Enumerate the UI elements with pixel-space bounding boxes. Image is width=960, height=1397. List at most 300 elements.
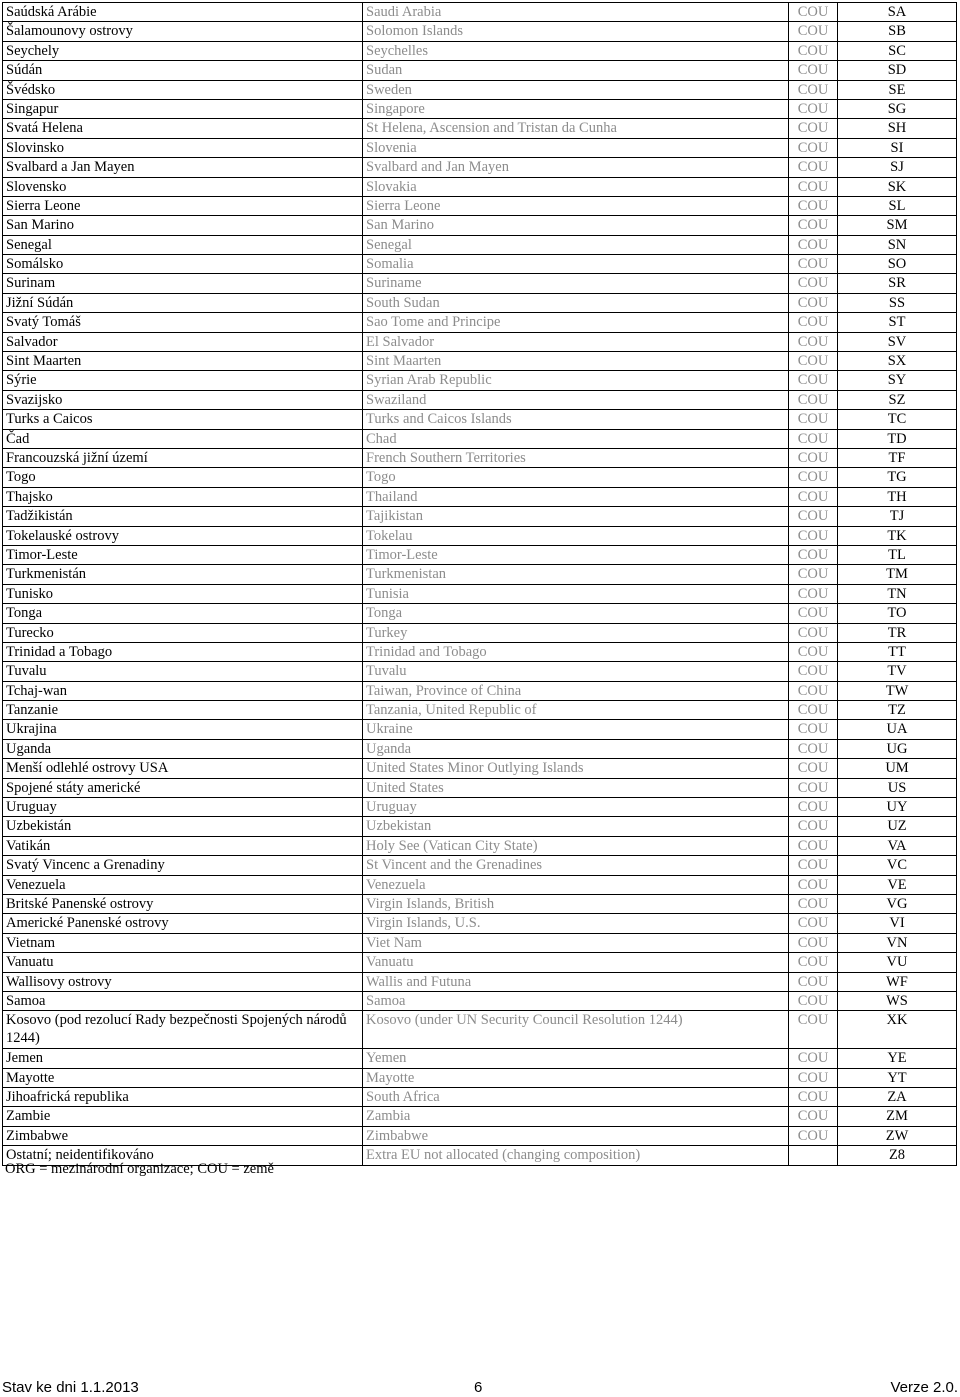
country-code: SM [886, 217, 908, 234]
country-code-cell [838, 119, 957, 138]
country-type-cell [789, 681, 838, 700]
country-code-cell [838, 875, 957, 894]
table-row [3, 720, 957, 739]
country-name-en: Wallis and Futuna [366, 973, 472, 990]
country-name-en: Sweden [366, 81, 412, 98]
table-row [3, 875, 957, 894]
country-code: TR [887, 624, 907, 641]
country-code: YE [887, 1050, 907, 1067]
country-code-cell [838, 274, 957, 293]
country-name-cz: Súdán [6, 62, 43, 79]
country-name-cz-cell [3, 216, 363, 235]
country-name-cz-cell [3, 1088, 363, 1107]
country-name-cz: Sýrie [6, 372, 37, 389]
country-type-cell [789, 3, 838, 22]
country-code: WS [886, 992, 908, 1009]
country-name-cz: Slovinsko [6, 139, 65, 156]
country-name-en: Venezuela [366, 876, 426, 893]
country-name-cz: Svatá Helena [6, 120, 83, 137]
country-name-cz-cell [3, 972, 363, 991]
country-name-en-cell [363, 759, 789, 778]
country-name-en-cell [363, 584, 789, 603]
country-type-cell [789, 255, 838, 274]
country-type: COU [797, 837, 829, 854]
country-name-en-cell [363, 817, 789, 836]
country-type-cell [789, 817, 838, 836]
country-type-cell [789, 216, 838, 235]
country-name-en-cell [363, 953, 789, 972]
country-name-en-cell [363, 1088, 789, 1107]
country-code-cell [838, 507, 957, 526]
country-code-cell [838, 565, 957, 584]
country-name-en: Swaziland [366, 391, 427, 408]
country-name-cz: Tokelauské ostrovy [6, 527, 119, 544]
country-type: COU [797, 760, 829, 777]
country-type: COU [797, 740, 829, 757]
country-code: VU [886, 954, 908, 971]
country-code: YT [887, 1069, 907, 1086]
country-name-cz-cell [3, 1049, 363, 1068]
country-code-cell [838, 642, 957, 661]
table-row [3, 410, 957, 429]
country-code-cell [838, 584, 957, 603]
country-type-cell [789, 410, 838, 429]
country-type-cell [789, 545, 838, 564]
table-row [3, 914, 957, 933]
table-row [3, 856, 957, 875]
country-name-cz-cell [3, 119, 363, 138]
country-name-cz: Kosovo (pod rezolucí Rady bezpečnosti Spojených národů 1244) [6, 1012, 347, 1047]
country-name-en-cell [363, 991, 789, 1010]
country-name-cz-cell [3, 1011, 363, 1049]
country-code: ZM [886, 1108, 908, 1125]
country-name-en: Slovakia [366, 178, 417, 195]
table-row [3, 255, 957, 274]
country-code-cell [838, 293, 957, 312]
country-name-en: Singapore [366, 100, 425, 117]
country-name-en-cell [363, 701, 789, 720]
table-row [3, 390, 957, 409]
country-code: SI [890, 139, 904, 156]
country-type: COU [797, 372, 829, 389]
country-name-en: Virgin Islands, British [366, 895, 495, 912]
country-type: COU [797, 23, 829, 40]
country-name-en-cell [363, 158, 789, 177]
country-code-cell [838, 778, 957, 797]
country-type: COU [797, 314, 829, 331]
table-row [3, 448, 957, 467]
country-code-cell [838, 662, 957, 681]
country-name-cz: Turecko [6, 624, 54, 641]
country-name-cz-cell [3, 623, 363, 642]
country-code-cell [838, 429, 957, 448]
country-name-en: Tokelau [366, 527, 413, 544]
country-name-cz: Spojené státy americké [6, 779, 141, 796]
table-row [3, 196, 957, 215]
table-row [3, 894, 957, 913]
country-name-cz-cell [3, 158, 363, 177]
country-name-en-cell [363, 22, 789, 41]
country-type-cell [789, 293, 838, 312]
country-type: COU [797, 605, 829, 622]
country-type: COU [797, 449, 829, 466]
country-name-cz: Surinam [6, 275, 56, 292]
country-name-en-cell [363, 468, 789, 487]
country-name-cz: Slovensko [6, 178, 67, 195]
country-name-cz: Tanzanie [6, 702, 59, 719]
country-name-en: Kosovo (under UN Security Council Resolution 1244) [366, 1012, 683, 1029]
country-name-cz: Tonga [6, 605, 43, 622]
country-code: ST [888, 314, 906, 331]
country-name-cz: Wallisovy ostrovy [6, 973, 112, 990]
country-type: COU [797, 1089, 829, 1106]
country-name-cz-cell [3, 662, 363, 681]
country-code: SK [887, 178, 907, 195]
country-name-en: Slovenia [366, 139, 417, 156]
country-code: TZ [888, 702, 906, 719]
country-name-cz-cell [3, 875, 363, 894]
country-code-table [2, 2, 957, 1166]
table-row [3, 41, 957, 60]
country-type-cell [789, 352, 838, 371]
country-name-en: Sint Maarten [366, 353, 442, 370]
country-type: COU [797, 721, 829, 738]
table-row [3, 545, 957, 564]
country-type: COU [797, 159, 829, 176]
table-row [3, 565, 957, 584]
country-name-cz: Svazijsko [6, 391, 63, 408]
country-name-cz-cell [3, 817, 363, 836]
country-name-en-cell [363, 119, 789, 138]
country-type: COU [797, 197, 829, 214]
country-type: COU [797, 4, 829, 20]
country-code: SR [888, 275, 906, 292]
country-code-cell [838, 1011, 957, 1049]
country-name-en-cell [363, 313, 789, 332]
country-code: SB [888, 23, 906, 40]
country-name-en: Uzbekistan [366, 818, 432, 835]
country-type: COU [797, 139, 829, 156]
country-name-en-cell [363, 1068, 789, 1087]
country-name-cz: Timor-Leste [6, 546, 78, 563]
country-type-cell [789, 584, 838, 603]
page-footer [0, 1378, 960, 1397]
table-row [3, 953, 957, 972]
country-name-en: Senegal [366, 236, 412, 253]
country-name-en: South Sudan [366, 294, 440, 311]
country-name-cz: Uruguay [6, 799, 57, 816]
table-row [3, 604, 957, 623]
country-name-cz: Jemen [6, 1050, 44, 1067]
table-row [3, 526, 957, 545]
table-row [3, 274, 957, 293]
country-code-cell [838, 1126, 957, 1145]
country-type: COU [797, 895, 829, 912]
table-row [3, 429, 957, 448]
country-name-cz: Saúdská Arábie [6, 4, 97, 20]
country-name-cz-cell [3, 720, 363, 739]
country-code-cell [838, 235, 957, 254]
country-name-cz-cell [3, 933, 363, 952]
country-code: SJ [890, 159, 904, 176]
country-type: COU [797, 42, 829, 59]
country-code: TD [887, 430, 907, 447]
country-name-cz-cell [3, 293, 363, 312]
footer-version: Verze 2.0. [890, 1379, 958, 1396]
country-type: COU [797, 488, 829, 505]
country-code: SA [887, 4, 907, 20]
country-name-en: Trinidad and Tobago [366, 643, 487, 660]
country-code-cell [838, 972, 957, 991]
country-name-cz-cell [3, 526, 363, 545]
country-name-cz-cell [3, 798, 363, 817]
table-row [3, 22, 957, 41]
country-type: COU [797, 391, 829, 408]
country-type-cell [789, 759, 838, 778]
country-type-cell [789, 720, 838, 739]
country-name-cz: Salvador [6, 333, 58, 350]
country-code: TG [887, 469, 907, 486]
country-name-cz-cell [3, 778, 363, 797]
country-name-en-cell [363, 972, 789, 991]
country-name-cz-cell [3, 313, 363, 332]
country-name-cz: Svatý Tomáš [6, 314, 81, 331]
country-name-cz: Čad [6, 430, 30, 447]
country-name-en-cell [363, 255, 789, 274]
footer-page-number: 6 [474, 1379, 483, 1396]
country-name-cz-cell [3, 759, 363, 778]
country-name-cz: Singapur [6, 100, 59, 117]
country-code: UA [886, 721, 908, 738]
country-code: SH [887, 120, 907, 137]
footer-date: Stav ke dni 1.1.2013 [2, 1379, 139, 1396]
country-name-en: Taiwan, Province of China [366, 682, 522, 699]
country-type-cell [789, 972, 838, 991]
country-name-cz-cell [3, 332, 363, 351]
country-type-cell [789, 235, 838, 254]
country-name-en: Seychelles [366, 42, 429, 59]
country-code-cell [838, 1107, 957, 1126]
country-code-cell [838, 914, 957, 933]
country-name-cz-cell [3, 507, 363, 526]
country-table-body [3, 3, 957, 1166]
country-code-cell [838, 390, 957, 409]
country-name-cz-cell [3, 681, 363, 700]
country-type-cell [789, 604, 838, 623]
table-row [3, 507, 957, 526]
country-type: COU [797, 992, 829, 1009]
country-name-en: French Southern Territories [366, 449, 526, 466]
country-type-cell [789, 894, 838, 913]
country-type-cell [789, 177, 838, 196]
country-name-en: Chad [366, 430, 397, 447]
country-type: COU [797, 120, 829, 137]
table-row [3, 584, 957, 603]
country-code: TV [887, 663, 907, 680]
country-code-cell [838, 701, 957, 720]
country-code-cell [838, 798, 957, 817]
country-name-cz: Švédsko [6, 81, 56, 98]
country-name-en: Virgin Islands, U.S. [366, 915, 481, 932]
table-row [3, 662, 957, 681]
country-code-cell [838, 1068, 957, 1087]
country-name-cz: Ostatní; neidentifikováno [6, 1147, 154, 1164]
country-name-en-cell [363, 352, 789, 371]
country-name-cz: Britské Panenské ostrovy [6, 895, 154, 912]
country-code: SN [887, 236, 907, 253]
country-type: COU [797, 294, 829, 311]
country-code-cell [838, 487, 957, 506]
country-name-cz: Mayotte [6, 1069, 55, 1086]
country-code: SC [888, 42, 906, 59]
country-type-cell [789, 875, 838, 894]
table-row [3, 681, 957, 700]
country-code-cell [838, 894, 957, 913]
country-name-cz: Thajsko [6, 488, 53, 505]
country-name-en-cell [363, 856, 789, 875]
country-name-cz: Togo [6, 469, 36, 486]
country-name-cz-cell [3, 99, 363, 118]
country-type: COU [797, 62, 829, 79]
country-name-cz: Samoa [6, 992, 46, 1009]
country-name-cz: Uzbekistán [6, 818, 72, 835]
country-code: TN [887, 585, 907, 602]
country-name-cz: Jižní Súdán [6, 294, 74, 311]
country-type: COU [797, 702, 829, 719]
country-name-en: St Helena, Ascension and Tristan da Cunha [366, 120, 617, 137]
country-name-en-cell [363, 875, 789, 894]
country-name-cz: Svalbard a Jan Mayen [6, 159, 135, 176]
country-name-cz-cell [3, 991, 363, 1010]
country-code: SE [888, 81, 906, 98]
country-type-cell [789, 662, 838, 681]
country-type: COU [797, 663, 829, 680]
country-name-en: Zimbabwe [366, 1127, 429, 1144]
country-code: VE [887, 876, 907, 893]
country-name-cz: Turks a Caicos [6, 411, 93, 428]
country-name-en-cell [363, 41, 789, 60]
country-code: SD [887, 62, 907, 79]
country-code: SL [888, 197, 906, 214]
country-code-cell [838, 1049, 957, 1068]
country-name-cz: Menší odlehlé ostrovy USA [6, 760, 169, 777]
country-name-en: Suriname [366, 275, 422, 292]
country-code-cell [838, 759, 957, 778]
country-type: COU [797, 178, 829, 195]
country-type-cell [789, 1049, 838, 1068]
country-code-cell [838, 216, 957, 235]
country-type-cell [789, 332, 838, 351]
country-name-en-cell [363, 642, 789, 661]
country-type-cell [789, 623, 838, 642]
country-name-en: Sao Tome and Principe [366, 314, 501, 331]
table-row [3, 642, 957, 661]
country-name-cz-cell [3, 196, 363, 215]
country-type-cell [789, 99, 838, 118]
country-code-cell [838, 468, 957, 487]
country-code-cell [838, 604, 957, 623]
country-name-cz: Senegal [6, 236, 52, 253]
country-type: COU [797, 973, 829, 990]
table-row [3, 623, 957, 642]
country-code-cell [838, 856, 957, 875]
table-row [3, 1011, 957, 1049]
country-code-cell [838, 158, 957, 177]
country-name-cz-cell [3, 429, 363, 448]
country-name-en: Tunisia [366, 585, 409, 602]
country-name-cz: Turkmenistán [6, 566, 87, 583]
country-code: SO [887, 256, 907, 273]
country-name-cz-cell [3, 953, 363, 972]
country-name-en: Mayotte [366, 1069, 415, 1086]
table-row [3, 798, 957, 817]
country-name-en-cell [363, 662, 789, 681]
country-code-cell [838, 196, 957, 215]
country-code-cell [838, 371, 957, 390]
country-type-cell [789, 313, 838, 332]
country-name-en-cell [363, 836, 789, 855]
country-type: COU [797, 876, 829, 893]
country-name-cz-cell [3, 487, 363, 506]
country-name-en-cell [363, 429, 789, 448]
country-type-cell [789, 196, 838, 215]
table-row [3, 468, 957, 487]
table-row [3, 759, 957, 778]
country-name-en-cell [363, 448, 789, 467]
country-code-cell [838, 836, 957, 855]
country-name-cz-cell [3, 894, 363, 913]
country-type-cell [789, 138, 838, 157]
table-row [3, 1088, 957, 1107]
country-code: TH [887, 488, 907, 505]
country-code-cell [838, 22, 957, 41]
country-code: TF [888, 449, 906, 466]
table-row [3, 371, 957, 390]
country-code: SX [887, 353, 907, 370]
table-row [3, 3, 957, 22]
country-code-cell [838, 138, 957, 157]
country-name-cz: Vanuatu [6, 954, 54, 971]
country-name-en: Uruguay [366, 799, 417, 816]
country-name-en-cell [363, 526, 789, 545]
country-name-cz: Uganda [6, 740, 52, 757]
country-type-cell [789, 778, 838, 797]
country-name-en: Extra EU not allocated (changing composition) [366, 1147, 641, 1164]
country-type: COU [797, 566, 829, 583]
country-name-en: Turkey [366, 624, 408, 641]
country-name-en: South Africa [366, 1089, 440, 1106]
table-row [3, 158, 957, 177]
country-type-cell [789, 565, 838, 584]
country-type: COU [797, 585, 829, 602]
table-row [3, 216, 957, 235]
table-row [3, 1126, 957, 1145]
country-type-cell [789, 468, 838, 487]
country-name-cz: Tchaj-wan [6, 682, 67, 699]
country-type-cell [789, 448, 838, 467]
country-name-en-cell [363, 274, 789, 293]
country-type-cell [789, 80, 838, 99]
country-name-cz-cell [3, 390, 363, 409]
country-code-cell [838, 332, 957, 351]
country-name-en: Tonga [366, 605, 403, 622]
country-name-en-cell [363, 390, 789, 409]
country-name-cz: Francouzská jižní území [6, 449, 148, 466]
country-type: COU [797, 353, 829, 370]
country-name-en: Turkmenistan [366, 566, 447, 583]
country-type-cell [789, 642, 838, 661]
country-code-cell [838, 3, 957, 22]
